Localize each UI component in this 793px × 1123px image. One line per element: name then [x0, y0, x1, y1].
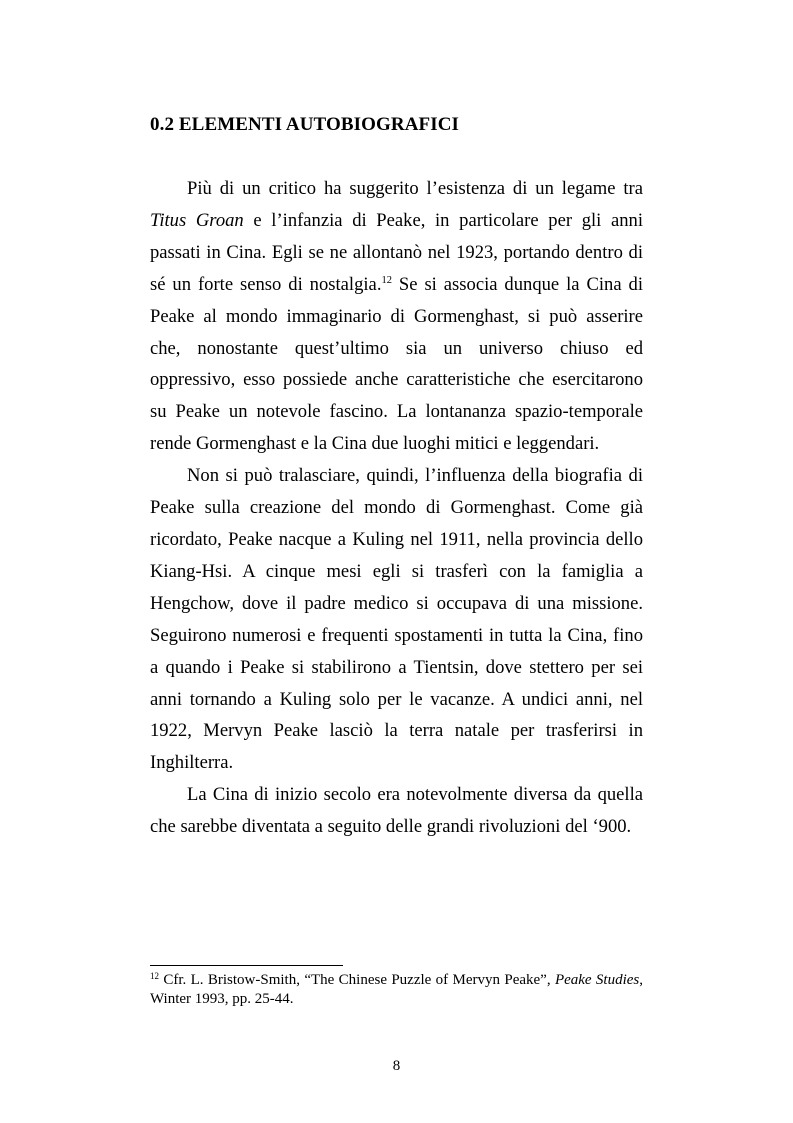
footnote-journal-title: Peake Studies: [554, 972, 640, 988]
paragraph-1-lead: Più di un critico ha suggerito l’esistenza di un legame tra: [187, 178, 643, 199]
paragraph-1-tail: Se si associa dunque la Cina di Peake al mondo immaginario di Gormenghast, si può asserire che, nonostante quest’ultimo sia un universo chiuso ed oppressivo, esso possiede anche caratteristiche che esercitarono su Peake un notevole fascino. La lontananza spazio-temporale rende Gormenghast e la Cina due luoghi mitici e leggendari.: [150, 273, 644, 455]
paragraph-1-middle: e l’infanzia di Peake, in particolare per gli anni passati in Cina. Egli se ne allontanò nel 1923, portando dentro di sé un forte senso di nostalgia.: [150, 209, 643, 295]
paragraph-2: Non si può tralasciare, quindi, l’influenza della biografia di Peake sulla creazione del mondo di Gormenghast. Come già ricordato, Peake nacque a Kuling nel 1911, nella provincia dello Kiang-Hsi. A cinque mesi egli si trasferì con la famiglia a Hengchow, dove il padre medico si occupava di una missione. Seguirono numerosi e frequenti spostamenti in tutta la Cina, fino a quando i Peake si stabilirono a Tientsin, dove stettero per sei anni tornando a Kuling solo per le vacanze. A undici anni, nel 1922, Mervyn Peake lasciò la terra natale per trasferirsi in Inghilterra.: [150, 465, 643, 774]
footnote-divider: [150, 965, 343, 966]
paragraph-3: La Cina di inizio secolo era notevolmente diversa da quella che sarebbe diventata a seguito delle grandi rivoluzioni del ‘900.: [150, 784, 643, 838]
body-text: [150, 173, 643, 843]
footnote-lead: Cfr. L. Bristow-Smith, “The Chinese Puzzle of Mervyn Peake”,: [159, 972, 555, 988]
section-heading: 0.2 ELEMENTI AUTOBIOGRAFICI: [150, 114, 460, 135]
footnote-number: 12: [150, 971, 159, 981]
footnote: [150, 971, 643, 1009]
footnote-reference: 12: [381, 274, 392, 286]
page-number: 8: [392, 1058, 401, 1074]
book-title-titus-groan: Titus Groan: [150, 209, 244, 231]
paragraph-1: [150, 173, 643, 460]
footnote-tail: , Winter 1993, pp. 25-44.: [150, 972, 644, 1007]
